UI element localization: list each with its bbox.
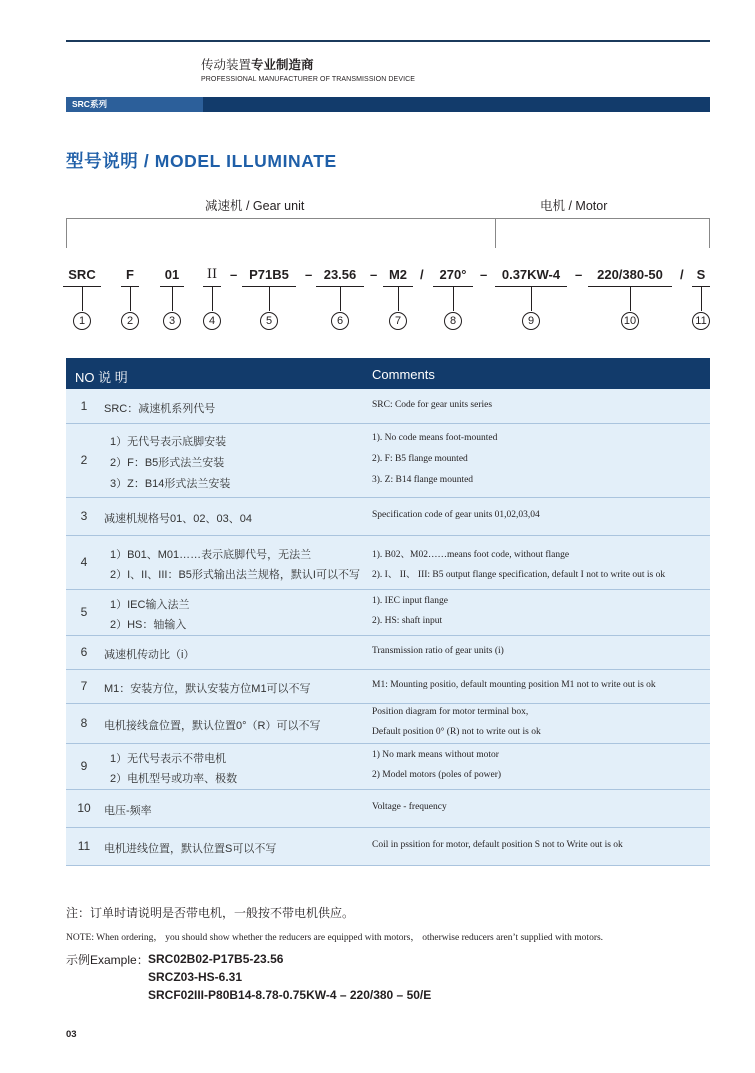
row-comment-en: Default position 0° (R) not to write out is ok xyxy=(372,727,541,737)
callout-number-11: 11 xyxy=(692,312,710,330)
code-leader-5 xyxy=(269,287,270,311)
row-description-cn: 减速机规格号01、02、03、04 xyxy=(104,513,252,525)
row-description-cn: 2）HS：轴输入 xyxy=(110,619,187,631)
motor-label: 电机 / Motor xyxy=(540,199,608,213)
code-separator-6: – xyxy=(575,267,583,282)
row-comment-en: 1). B02、M02……means foot code, without flange xyxy=(372,550,570,560)
row-comment-en: Specification code of gear units 01,02,03,04 xyxy=(372,510,540,520)
example-line-1: SRC02B02-P17B5-23.56 xyxy=(148,952,284,966)
table-row xyxy=(66,389,710,424)
page-number: 03 xyxy=(66,1029,77,1040)
code-separator-5: – xyxy=(480,267,488,282)
code-leader-11 xyxy=(701,287,702,311)
row-number: 7 xyxy=(80,679,88,693)
model-table xyxy=(66,358,710,866)
row-description-cn: 1）无代号表示不带电机 xyxy=(110,753,227,765)
row-description-cn: SRC：减速机系列代号 xyxy=(104,402,216,415)
example-line-2: SRCZ03-HS-6.31 xyxy=(148,970,243,984)
row-comment-en: 1) No mark means without motor xyxy=(372,750,499,760)
code-leader-6 xyxy=(340,287,341,311)
callout-number-6: 6 xyxy=(331,312,349,330)
row-description-cn: 减速机传动比（i） xyxy=(104,649,195,661)
row-number: 5 xyxy=(80,605,88,619)
code-leader-3 xyxy=(172,287,173,311)
table-row xyxy=(66,670,710,704)
header-tagline: 传动装置专业制造商 xyxy=(201,58,314,72)
header-tagline-en: PROFESSIONAL MANUFACTURER OF TRANSMISSION DEVICE xyxy=(201,76,416,83)
table-row xyxy=(66,498,710,536)
code-segment-9: 0.37KW-4 xyxy=(501,267,561,282)
table-row xyxy=(66,828,710,866)
callout-number-2: 2 xyxy=(121,312,139,330)
table-row xyxy=(66,536,710,590)
example-line-3: SRCF02III-P80B14-8.78-0.75KW-4 – 220/380 – 50/E xyxy=(148,988,432,1002)
motor-bracket xyxy=(496,218,710,248)
callout-number-8: 8 xyxy=(444,312,462,330)
series-label: SRC系列 xyxy=(66,97,203,112)
row-comment-en: M1: Mounting positio, default mounting position M1 not to write out is ok xyxy=(372,680,656,690)
top-rule xyxy=(66,40,710,42)
row-comment-en: 2). F: B5 flange mounted xyxy=(372,453,468,464)
row-number: 6 xyxy=(80,645,88,659)
gear-unit-label: 减速机 / Gear unit xyxy=(205,199,305,213)
row-comment-en: Position diagram for motor terminal box, xyxy=(372,707,529,717)
row-number: 3 xyxy=(80,509,88,523)
note-cn: 注：订单时请说明是否带电机，一般按不带电机供应。 xyxy=(66,906,355,920)
row-comment-en: 2) Model motors (poles of power) xyxy=(372,770,502,780)
header-no-desc: NO 说 明 xyxy=(75,370,128,385)
row-description-cn: 电机接线盒位置，默认位置0°（R）可以不写 xyxy=(104,720,321,732)
code-separator-3: – xyxy=(370,267,378,282)
row-number: 10 xyxy=(77,801,91,815)
row-description-cn: 电压-频率 xyxy=(104,805,152,817)
code-separator-4: / xyxy=(420,267,424,282)
code-segment-4: II xyxy=(206,267,218,282)
code-segment-11: S xyxy=(696,267,706,282)
row-comment-en: 1). IEC input flange xyxy=(372,596,448,606)
page-title: 型号说明 / MODEL ILLUMINATE xyxy=(66,151,337,171)
callout-number-3: 3 xyxy=(163,312,181,330)
row-number: 9 xyxy=(80,759,88,773)
code-leader-2 xyxy=(130,287,131,311)
row-comment-en: 3). Z: B14 flange mounted xyxy=(372,474,474,485)
table-row xyxy=(66,790,710,828)
code-segment-8: 270° xyxy=(439,267,467,282)
code-segment-10: 220/380-50 xyxy=(597,267,663,282)
note-en: NOTE: When ordering， you should show whether the reducers are equipped with motors， otherwise reducers aren’t supplied with motors. xyxy=(66,933,604,943)
callout-number-5: 5 xyxy=(260,312,278,330)
code-segment-1: SRC xyxy=(68,267,96,282)
header-comments: Comments xyxy=(372,367,435,382)
table-row xyxy=(66,424,710,498)
row-description-cn: M1：安装方位，默认安装方位M1可以不写 xyxy=(104,683,311,695)
callout-number-4: 4 xyxy=(203,312,221,330)
row-number: 1 xyxy=(80,398,88,413)
table-row xyxy=(66,590,710,636)
gear-unit-bracket xyxy=(66,218,496,248)
code-leader-10 xyxy=(630,287,631,311)
callout-number-9: 9 xyxy=(522,312,540,330)
code-leader-9 xyxy=(531,287,532,311)
table-header xyxy=(66,358,710,389)
code-leader-8 xyxy=(453,287,454,311)
table-row xyxy=(66,704,710,744)
row-number: 4 xyxy=(80,555,88,569)
row-comment-en: SRC: Code for gear units series xyxy=(372,399,493,410)
row-description-cn: 2）I、II、III：B5形式输出法兰规格，默认I可以不写 xyxy=(110,569,360,581)
row-number: 11 xyxy=(77,839,91,853)
code-segment-6: 23.56 xyxy=(323,267,357,282)
row-description-cn: 1）IEC输入法兰 xyxy=(110,599,190,611)
code-leader-1 xyxy=(82,287,83,311)
code-leader-4 xyxy=(212,287,213,311)
row-comment-en: Voltage - frequency xyxy=(372,802,447,812)
row-comment-en: 2). HS: shaft input xyxy=(372,616,443,626)
row-comment-en: Transmission ratio of gear units (i) xyxy=(372,646,504,656)
code-separator-2: – xyxy=(305,267,313,282)
row-number: 8 xyxy=(80,716,88,730)
row-description-cn: 1）B01、M01……表示底脚代号，无法兰 xyxy=(110,549,312,561)
row-number: 2 xyxy=(80,453,88,467)
table-row xyxy=(66,636,710,670)
code-segment-7: M2 xyxy=(388,267,408,282)
code-leader-7 xyxy=(398,287,399,311)
callout-number-7: 7 xyxy=(389,312,407,330)
callout-number-10: 10 xyxy=(621,312,639,330)
row-description-cn: 2）F：B5形式法兰安装 xyxy=(110,456,225,469)
row-description-cn: 1）无代号表示底脚安装 xyxy=(110,435,227,448)
callout-number-1: 1 xyxy=(73,312,91,330)
code-segment-3: 01 xyxy=(164,267,180,282)
row-comment-en: 2). I、 II、 III: B5 output flange specification, default I not to write out is ok xyxy=(372,570,666,580)
row-comment-en: Coil in pssition for motor, default position S not to Write out is ok xyxy=(372,840,623,850)
code-separator-1: – xyxy=(230,267,238,282)
example-label: 示例Example： xyxy=(66,953,149,967)
row-comment-en: 1). No code means foot-mounted xyxy=(372,432,498,443)
table-row xyxy=(66,744,710,790)
code-separator-7: / xyxy=(680,267,684,282)
code-segment-2: F xyxy=(126,267,134,282)
row-description-cn: 3）Z：B14形式法兰安装 xyxy=(110,477,231,490)
row-description-cn: 电机进线位置，默认位置S可以不写 xyxy=(104,843,277,855)
row-description-cn: 2）电机型号或功率、极数 xyxy=(110,773,238,785)
code-segment-5: P71B5 xyxy=(249,267,289,282)
